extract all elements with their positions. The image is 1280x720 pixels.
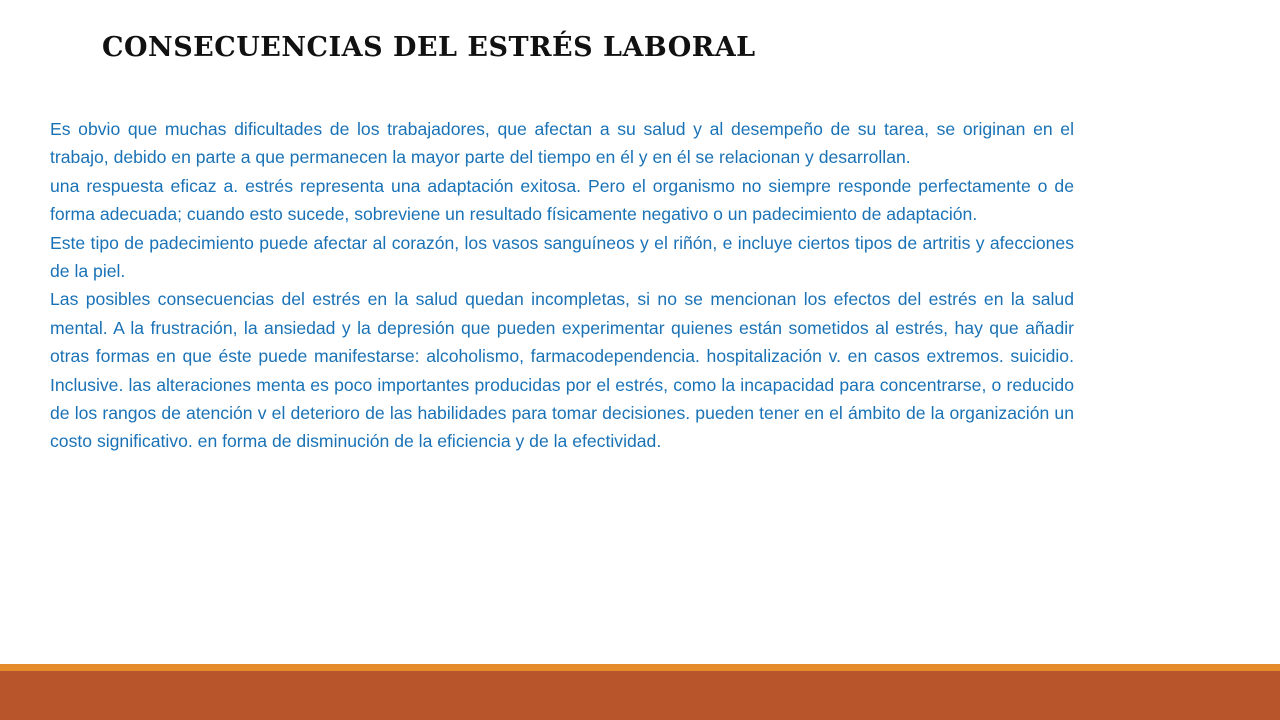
paragraph: Es obvio que muchas dificultades de los trabajadores, que afectan a su salud y al desempeño de su tarea, se originan en el trabajo, debido en parte a que permanecen la mayor parte del tiempo en él y en él se relacionan y desarrollan.	[50, 119, 1074, 168]
slide-body	[50, 115, 1074, 456]
paragraph: Este tipo de padecimiento puede afectar al corazón, los vasos sanguíneos y el riñón, e incluye ciertos tipos de artritis y afecciones de la piel.	[50, 232, 1074, 282]
paragraph: Las posibles consecuencias del estrés en la salud quedan incompletas, si no se mencionan los efectos del estrés en la salud mental. A la frustración, la ansiedad y la depresión que pueden experimentar quienes están sometidos al estrés, hay que añadir otras formas en que éste puede manifestarse: alcoholismo, farmacodependencia. hospitalización v. en casos extremos. suicidio. Inclusive. las alteraciones menta es poco importantes producidas por el estrés, como la incapacidad para concentrarse, o reducido de los rangos de atención v el deterioro de las habilidades para tomar decisiones. pueden tener en el ámbito de la organización un costo significativo. en forma de disminución de la eficiencia y de la efectividad.	[50, 289, 1074, 452]
footer-band	[0, 671, 1280, 720]
slide-title: CONSECUENCIAS DEL ESTRÉS LABORAL	[102, 32, 756, 63]
paragraph: una respuesta eficaz a. estrés representa una adaptación exitosa. Pero el organismo no siempre responde perfectamente o de forma adecuada; cuando esto sucede, sobreviene un resultado físicamente negativo o un padecimiento de adaptación.	[50, 175, 1074, 225]
footer-accent-line	[0, 664, 1280, 671]
